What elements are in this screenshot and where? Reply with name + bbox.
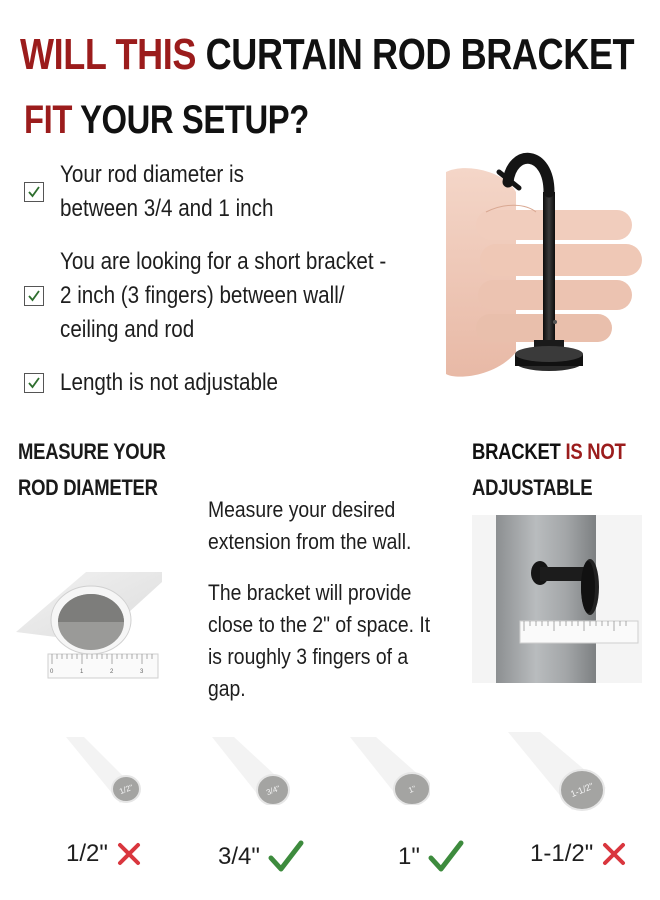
- extension-paragraph-2: [208, 577, 460, 705]
- title-highlight-fit: FIT: [24, 98, 72, 142]
- wall-mounted-bracket-photo: [472, 515, 642, 683]
- paragraph-line: Measure your desired: [208, 497, 396, 522]
- heading-text-adjustable: ADJUSTABLE: [472, 475, 593, 500]
- checklist-item-short-bracket: [24, 245, 439, 347]
- rod-end-one-inch: [350, 735, 430, 805]
- rod-size-label: 1/2": [66, 840, 108, 867]
- rod-diameter-ruler-photo: [16, 572, 162, 682]
- paragraph-line: close to the 2" of space. It: [208, 612, 431, 637]
- not-adjustable-heading: [472, 434, 655, 506]
- checklist-line: Your rod diameter is: [60, 161, 244, 188]
- measure-diameter-heading: [18, 434, 194, 506]
- rod-caption-half-inch: [66, 840, 142, 868]
- rod-size-label: 3/4": [218, 843, 260, 870]
- checklist-item-diameter: [24, 158, 308, 226]
- rod-end-three-quarter-inch: [210, 735, 290, 805]
- paragraph-line: is roughly 3 fingers of a: [208, 644, 409, 669]
- checklist-item-not-adjustable: [24, 366, 314, 400]
- page-title-line-1: [20, 30, 660, 80]
- checklist-line: 2 inch (3 fingers) between wall/: [60, 282, 345, 309]
- paragraph-line: The bracket will provide: [208, 580, 412, 605]
- checkbox-checked-icon: [24, 286, 44, 306]
- checklist-line: ceiling and rod: [60, 316, 195, 343]
- checklist-line: Length is not adjustable: [60, 369, 279, 396]
- paragraph-line: extension from the wall.: [208, 529, 412, 554]
- heading-line: ROD DIAMETER: [18, 475, 158, 500]
- red-x-icon: [116, 841, 142, 867]
- title-text-curtain-rod-bracket: CURTAIN ROD BRACKET: [205, 30, 635, 79]
- green-check-icon: [268, 840, 304, 874]
- ruler-number: 2: [110, 669, 114, 675]
- checklist-line: between 3/4 and 1 inch: [60, 195, 274, 222]
- rod-end-label: 1": [407, 783, 418, 795]
- title-highlight-will-this: WILL THIS: [20, 30, 197, 79]
- rod-end-label: 1/2": [118, 782, 135, 797]
- rod-size-label: 1": [398, 843, 420, 870]
- page-title-line-2: [24, 98, 371, 143]
- red-x-icon: [601, 841, 627, 867]
- rod-end-half-inch: [62, 735, 142, 805]
- checkbox-checked-icon: [24, 373, 44, 393]
- ruler-number: 0: [50, 669, 54, 675]
- rod-caption-three-quarter-inch: [218, 840, 304, 874]
- heading-line: MEASURE YOUR: [18, 439, 166, 464]
- green-check-icon: [428, 840, 464, 874]
- ruler-number: 3: [140, 669, 144, 675]
- title-text-your-setup: YOUR SETUP?: [80, 98, 309, 142]
- rod-end-one-and-half-inch: [508, 730, 608, 812]
- hand-holding-bracket-photo: [446, 152, 642, 382]
- rod-caption-one-and-half-inch: [530, 840, 627, 868]
- paragraph-line: gap.: [208, 676, 246, 701]
- extension-paragraph-1: [208, 494, 439, 558]
- heading-text-bracket: BRACKET: [472, 439, 561, 464]
- rod-end-label: 3/4": [265, 783, 282, 798]
- checkbox-checked-icon: [24, 182, 44, 202]
- ruler-number: 1: [80, 669, 84, 675]
- rod-end-label: 1-1/2": [569, 780, 595, 800]
- checklist-line: You are looking for a short bracket -: [60, 248, 387, 275]
- rod-caption-one-inch: [398, 840, 464, 874]
- rod-size-label: 1-1/2": [530, 840, 594, 867]
- heading-highlight-is-not: IS NOT: [565, 439, 626, 464]
